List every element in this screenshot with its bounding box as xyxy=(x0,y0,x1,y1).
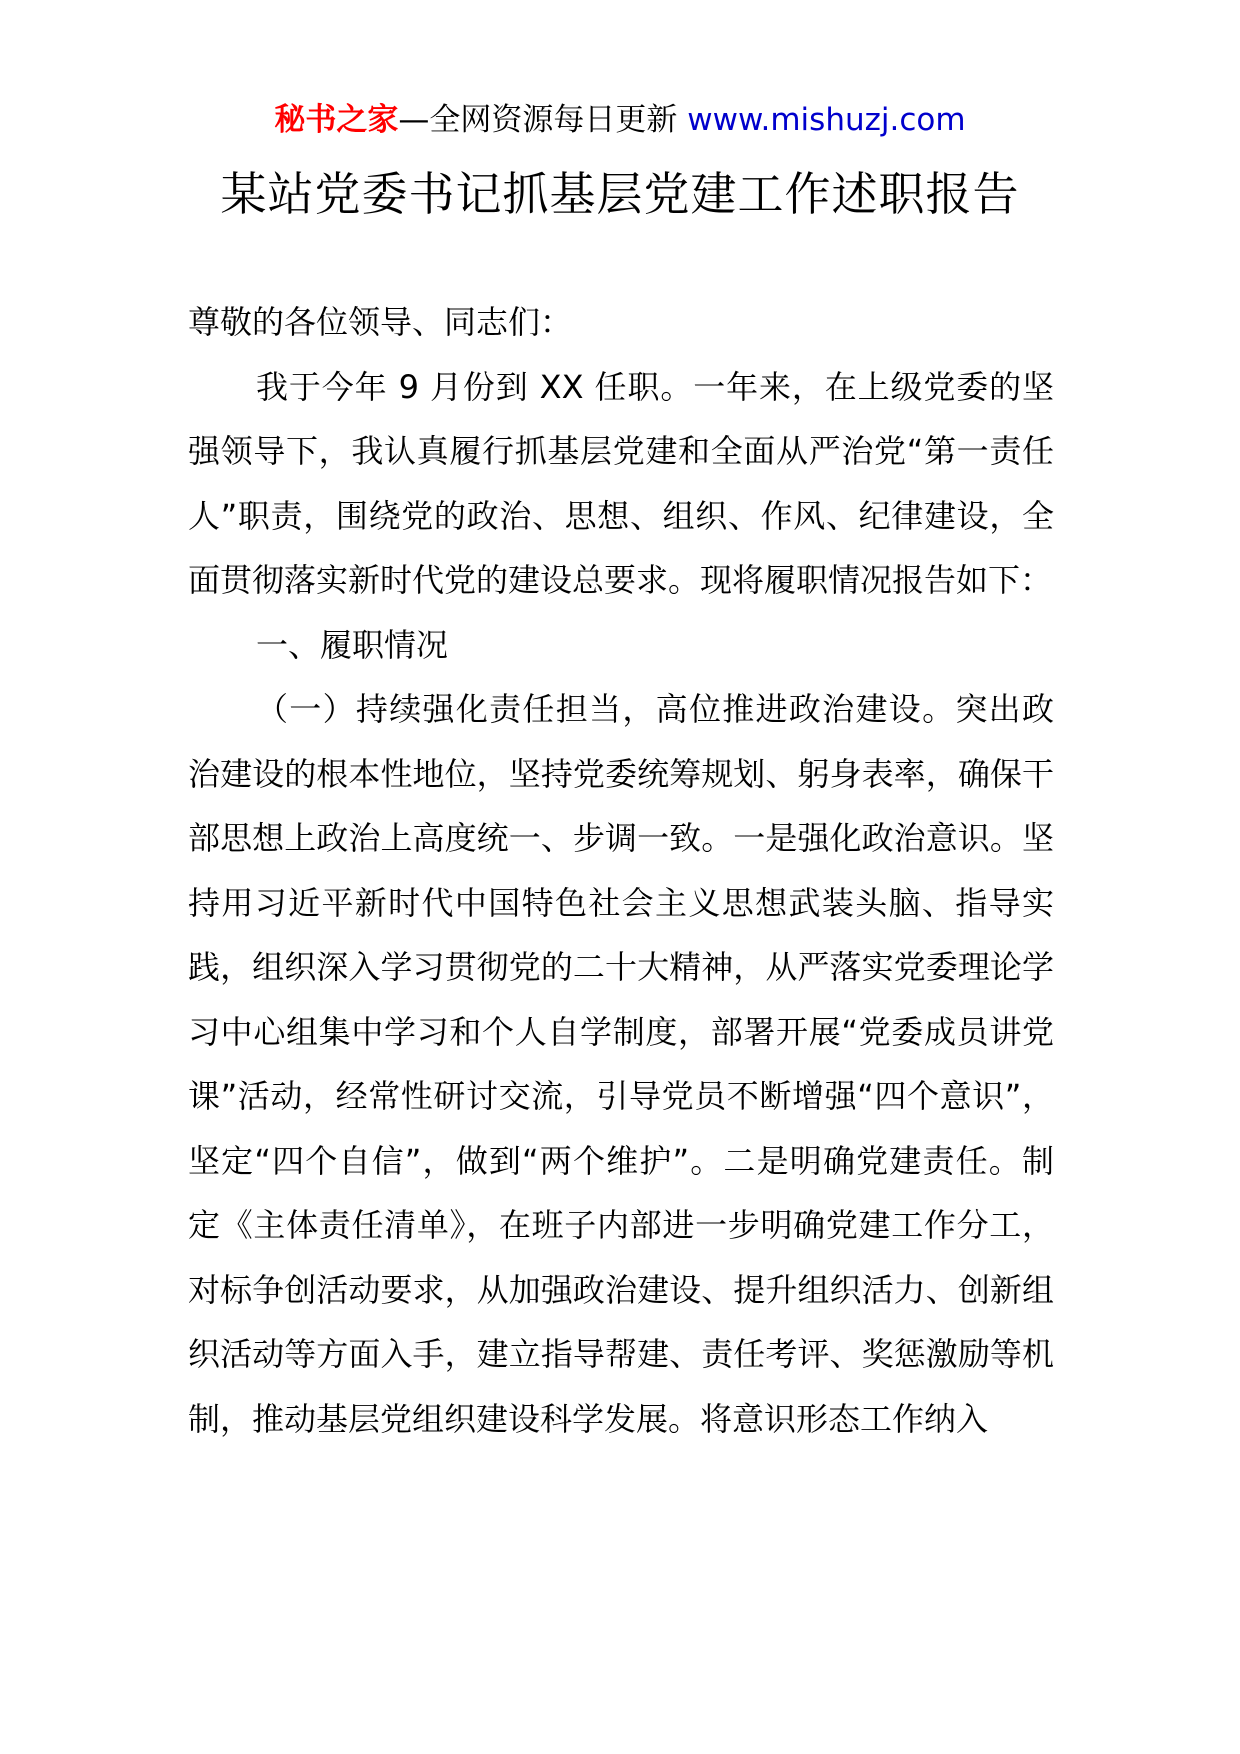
document-title: 某站党委书记抓基层党建工作述职报告 xyxy=(220,167,1020,221)
paragraph-section-1: （一）持续强化责任担当，高位推进政治建设。突出政治建设的根本性地位，坚持党委统筹规划、躬身表率，确保干部思想上政治上高度统一、步调一致。一是强化政治意识。坚持用习近平新时代中国特色社会主义思想武装头脑、指导实践，组织深入学习贯彻党的二十大精神，从严落实党委理论学习中心组集中学习和个人自学制度，部署开展“党委成员讲党课”活动，经常性研讨交流，引导党员不断增强“四个意识”，坚定“四个自信”，做到“两个维护”。二是明确党建责任。制定《主体责任清单》，在班子内部进一步明确党建工作分工，对标争创活动要求，从加强政治建设、提升组织活力、创新组织活动等方面入手，建立指导帮建、责任考评、奖惩激励等机制，推动基层党组织建设科学发展。将意识形态工作纳入 xyxy=(188,690,1054,1438)
salutation: 尊敬的各位领导、同志们： xyxy=(188,303,573,341)
site-header xyxy=(0,100,1240,140)
document-body xyxy=(188,290,1054,1451)
brand-name: 秘书之家 xyxy=(274,102,399,138)
paragraph-intro: 我于今年 9 月份到 XX 任职。一年来，在上级党委的坚强领导下，我认真履行抓基层党建和全面从严治党“第一责任人”职责，围绕党的政治、思想、组织、作风、纪律建设，全面贯彻落实新时代党的建设总要求。现将履职情况报告如下： xyxy=(188,367,1054,599)
site-url-link[interactable]: www.mishuzj.com xyxy=(687,102,966,138)
header-slogan: —全网资源每日更新 xyxy=(398,102,678,138)
section-heading: 一、履职情况 xyxy=(256,625,449,664)
